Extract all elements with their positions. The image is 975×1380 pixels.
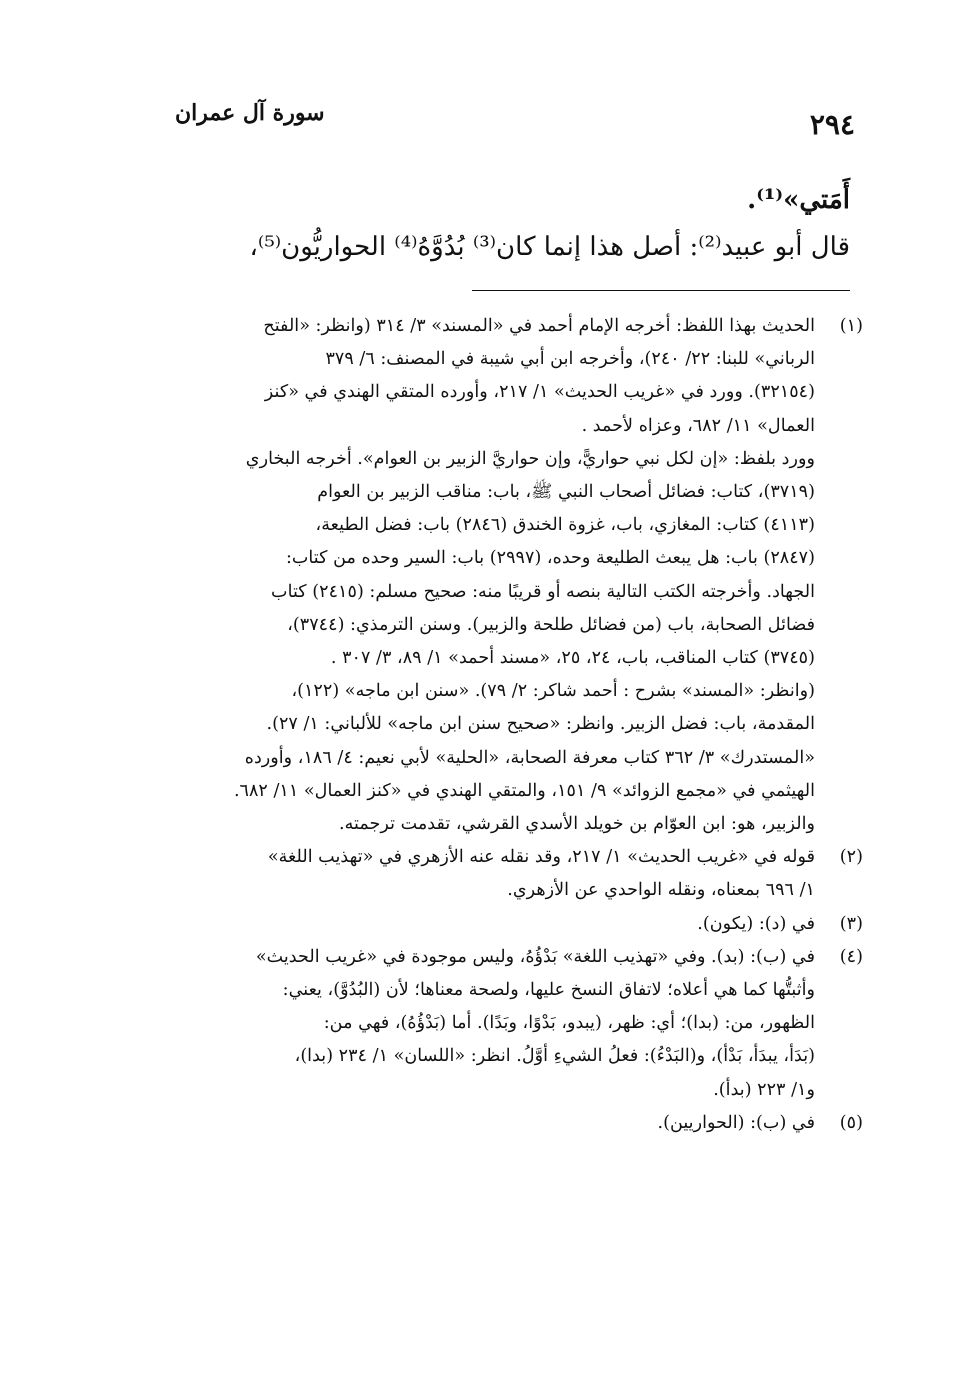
footnote-number: (١): [839, 316, 863, 336]
footnote-line: في (ب): (الحواريين).: [657, 1112, 815, 1133]
footnote-divider: [472, 290, 850, 291]
footnote-line: العمال» ١١/ ٦٨٢، وعزاه لأحمد .: [581, 415, 815, 436]
page-number: ٢٩٤: [809, 108, 855, 141]
footnote-line: (وانظر: «المسند» بشرح : أحمد شاكر: ٢/ ٧٩). «سنن ابن ماجه» (١٢٢)،: [291, 681, 815, 702]
footnote-line: و١/ ٢٢٣ (بدأ).: [713, 1079, 815, 1100]
footnote-line: قوله في «غريب الحديث» ١/ ٢١٧، وقد نقله عنه الأزهري في «تهذيب اللغة»: [267, 847, 815, 868]
footnote-line: وأثبتُّها كما هي أعلاه؛ لاتفاق النسخ عليها، ولصحة معناها؛ لأن (البُدُوَّ)، يعني:: [282, 980, 815, 1001]
footnote: [125, 841, 863, 907]
footnote: [125, 908, 863, 941]
main-text: [100, 178, 850, 272]
footnote-line: وورد بلفظ: «إن لكل نبي حواريًّ، وإن حواريَّ الزبير بن العوام». أخرجه البخاري: [245, 448, 815, 469]
page-header: [130, 100, 855, 144]
footnote-line: الرباني» للبنا: ٢٢/ ٢٤٠)، وأخرجه ابن أبي شيبة في المصنف: ٦/ ٣٧٩: [325, 349, 815, 370]
footnote-line: الهيثمي في «مجمع الزوائد» ٩/ ١٥١، والمتقي الهندي في «كنز العمال» ١١/ ٦٨٢.: [233, 780, 815, 801]
footnote: [125, 1107, 863, 1140]
footnote: [125, 310, 863, 841]
footnote-line: (بَدَأ، يبدَأ، بَدْأ)، و(البَدْءُ): فعلُ الشيءِ أوَّلُ. انظر: «اللسان» ١/ ٢٣٤ (بدا)،: [294, 1046, 815, 1067]
footnote-line: ١/ ٦٩٦ بمعناه، ونقله الواحدي عن الأزهري.: [507, 880, 815, 901]
footnote-line: فضائل الصحابة، باب (من فضائل طلحة والزبير). وسنن الترمذي: (٣٧٤٤)،: [287, 614, 815, 635]
footnote-number: (٣): [839, 913, 863, 934]
footnote-line: الجهاد. وأخرجته الكتب التالية بنصه أو قريبًا منه: صحيح مسلم: (٢٤١٥) كتاب: [271, 581, 815, 602]
footnote: [125, 941, 863, 1107]
footnote-line: والزبير، هو: ابن العوّام بن خويلد الأسدي القرشي، تقدمت ترجمته.: [339, 814, 815, 835]
surah-title: سورة آل عمران: [175, 100, 325, 126]
footnote-line: «المستدرك» ٣/ ٣٦٢ كتاب معرفة الصحابة، «الحلية» لأبي نعيم: ٤/ ١٨٦، وأورده: [244, 747, 815, 768]
footnote-line: (٢٨٤٧) باب: هل يبعث الطليعة وحده، (٢٩٩٧) باب: السير وحده من كتاب:: [285, 548, 815, 569]
footnote-line: في (د): (يكون).: [697, 913, 815, 934]
main-text-line: قال أبو عبيد⁽²⁾: أصل هذا إنما كان⁽³⁾ بُدُوَّهُ⁽⁴⁾ الحواريُّون⁽⁵⁾،: [249, 232, 850, 262]
footnote-line: في (ب): (بد). وفي «تهذيب اللغة» بَدْؤُهُ، وليس موجودة في «غريب الحديث»: [255, 946, 815, 967]
footnote-line: (٣٢١٥٤). وورد في «غريب الحديث» ١/ ٢١٧، وأورده المتقي الهندي في «كنز: [264, 382, 815, 403]
main-text-line: أَمَتي»⁽¹⁾.: [747, 185, 850, 215]
footnote-number: (٥): [839, 1112, 863, 1133]
footnote-line: (٣٧١٩)، كتاب: فضائل أصحاب النبي ﷺ، باب: مناقب الزبير بن العوام: [317, 482, 815, 503]
footnote-line: المقدمة، باب: فضل الزبير. وانظر: «صحيح سنن ابن ماجه» للألباني: ١/ ٢٧).: [266, 714, 815, 735]
footnote-line: الحديث بهذا اللفظ: أخرجه الإمام أحمد في «المسند» ٣/ ٣١٤ (وانظر: «الفتح: [263, 316, 815, 336]
footnote-number: (٢): [839, 847, 863, 868]
footnotes: [125, 310, 863, 1140]
footnote-line: (٣٧٤٥) كتاب المناقب، باب، ٢٤، ٢٥، «مسند أحمد» ١/ ٨٩، ٣/ ٣٠٧ .: [330, 648, 815, 669]
footnote-line: الظهور، من: (بدا)؛ أي: ظهر، (يبدو، بَدْوًا، وبَدًا). أما (بَدْؤُهُ)، فهي من:: [323, 1013, 815, 1034]
footnote-line: (٤١١٣) كتاب: المغازي، باب، غزوة الخندق (٢٨٤٦) باب: فضل الطيعة،: [315, 515, 815, 536]
footnote-number: (٤): [839, 946, 863, 967]
